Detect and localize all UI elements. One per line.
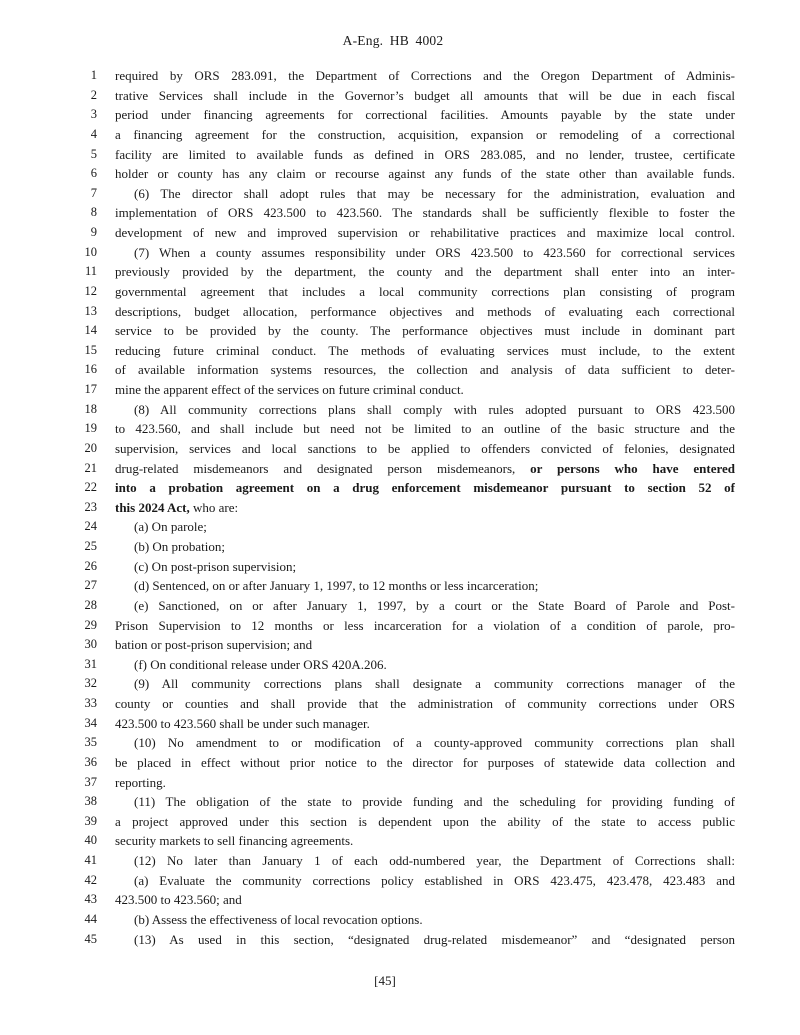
line-text	[115, 733, 735, 753]
page-title: A-Eng. HB 4002	[342, 33, 444, 48]
text-line	[0, 694, 735, 714]
line-number: 14	[84, 323, 97, 338]
text-segment: (7) When a county assumes responsibility under ORS 423.500 to 423.560 for correctional services	[134, 244, 735, 260]
text-line	[0, 596, 735, 616]
text-line	[0, 792, 735, 812]
line-number: 38	[84, 794, 97, 809]
line-number: 21	[84, 460, 97, 475]
text-line	[0, 400, 735, 420]
line-text	[115, 890, 735, 910]
text-line	[0, 576, 735, 596]
line-text	[115, 419, 735, 439]
text-line	[0, 812, 735, 832]
text-segment: drug-related misdemeanors and designated person misdemeanors,	[115, 460, 531, 476]
line-number: 39	[84, 813, 97, 828]
line-number: 32	[84, 676, 97, 691]
line-number: 27	[84, 578, 97, 593]
text-segment: (8) All community corrections plans shall comply with rules adopted pursuant to ORS 423.500	[134, 401, 735, 417]
line-text	[115, 714, 735, 734]
line-number: 10	[84, 244, 97, 259]
line-text	[115, 576, 735, 596]
text-segment: be placed in effect without prior notice to the director for purposes of statewide data collection and	[115, 754, 735, 770]
line-number: 16	[84, 362, 97, 377]
text-segment: who are:	[189, 499, 239, 515]
line-number: 19	[84, 421, 97, 436]
line-number: 11	[84, 264, 97, 279]
line-number: 29	[84, 617, 97, 632]
line-text	[115, 360, 735, 380]
line-number: 41	[84, 853, 97, 867]
line-number: 31	[84, 656, 97, 671]
line-text	[115, 439, 735, 459]
line-text	[115, 694, 735, 714]
text-line	[0, 105, 735, 125]
text-segment: (13) As used in this section, “designated drug-related misdemeanor” and “designated person	[134, 931, 735, 947]
text-segment: (a) Evaluate the community corrections policy established in ORS 423.475, 423.478, 423.483 and	[134, 872, 735, 888]
page-number: [45]	[374, 973, 396, 988]
text-segment: period under financing agreements for correctional facilities. Amounts payable by the state under	[115, 107, 735, 123]
line-text	[115, 459, 735, 479]
line-number: 22	[84, 480, 97, 495]
line-text	[115, 105, 735, 125]
text-line	[0, 360, 735, 380]
bold-text-segment: this 2024 Act,	[115, 499, 190, 515]
line-number: 25	[84, 539, 97, 553]
line-number: 36	[84, 754, 97, 769]
text-line	[0, 380, 735, 400]
text-line	[0, 498, 735, 518]
text-segment: supervision, services and local sanctions to be applied to offenders convicted of felonies, designated	[115, 440, 735, 456]
line-text	[115, 635, 735, 655]
line-number: 12	[84, 283, 97, 298]
text-segment: development of new and improved supervision or rehabilitative practices and maximize local control.	[115, 225, 735, 240]
bold-text-segment: into a probation agreement on a drug enforcement misdemeanor pursuant to section 52 of	[115, 480, 735, 496]
text-line	[0, 439, 735, 459]
line-text	[115, 66, 735, 86]
text-line	[0, 655, 735, 675]
line-text	[115, 184, 735, 204]
line-number: 23	[84, 499, 97, 514]
line-number: 26	[84, 558, 97, 573]
text-segment: mine the apparent effect of the services on future criminal conduct.	[115, 382, 464, 397]
line-number: 37	[84, 774, 97, 789]
text-line	[0, 66, 735, 86]
text-segment: required by ORS 283.091, the Department of Corrections and the Oregon Department of Adminis-	[115, 68, 735, 83]
line-number: 13	[84, 303, 97, 318]
line-number: 7	[90, 185, 97, 200]
line-text	[115, 930, 735, 950]
text-line	[0, 321, 735, 341]
line-number: 35	[84, 735, 97, 750]
line-text	[115, 537, 735, 557]
text-line	[0, 262, 735, 282]
line-text	[115, 498, 735, 518]
text-segment: (b) On probation;	[134, 539, 225, 554]
text-segment: trative Services shall include in the Governor’s budget all amounts that will be due in each fiscal	[115, 87, 735, 103]
text-line	[0, 125, 735, 145]
text-line	[0, 537, 735, 557]
line-text	[115, 655, 735, 675]
line-text	[115, 871, 735, 891]
text-segment: Prison Supervision to 12 months or less incarceration for a violation of a condition of parole, pro-	[115, 617, 735, 633]
line-text	[115, 773, 735, 793]
text-line	[0, 557, 735, 577]
text-line	[0, 635, 735, 655]
text-line	[0, 674, 735, 694]
line-text	[115, 596, 735, 616]
line-number: 3	[90, 107, 97, 122]
line-text	[115, 831, 735, 851]
text-line	[0, 910, 735, 930]
text-segment: of available information systems resources, the collection and analysis of data sufficient to deter-	[115, 362, 735, 378]
line-number: 24	[84, 519, 97, 534]
text-line	[0, 773, 735, 793]
text-line	[0, 419, 735, 439]
text-line	[0, 341, 735, 361]
text-segment: (a) On parole;	[134, 519, 207, 535]
text-segment: facility are limited to available funds as defined in ORS 283.085, and no lender, trustee, certificate	[115, 146, 735, 162]
text-segment: (11) The obligation of the state to provide funding and the scheduling for providing funding of	[134, 794, 735, 810]
text-segment: (e) Sanctioned, on or after January 1, 1997, by a court or the State Board of Parole and Post-	[134, 597, 735, 613]
line-text	[115, 86, 735, 106]
text-segment: (9) All community corrections plans shall designate a community corrections manager of the	[134, 676, 735, 692]
line-number: 9	[90, 225, 97, 239]
line-text	[115, 851, 735, 871]
text-line	[0, 145, 735, 165]
text-segment: 423.500 to 423.560; and	[115, 892, 242, 908]
line-number: 28	[84, 597, 97, 612]
text-line	[0, 282, 735, 302]
text-segment: (c) On post-prison supervision;	[134, 558, 297, 574]
line-text	[115, 282, 735, 302]
line-number: 4	[90, 126, 97, 141]
text-line	[0, 733, 735, 753]
text-lines	[0, 66, 735, 949]
text-segment: (6) The director shall adopt rules that may be necessary for the administration, evaluation and	[134, 185, 735, 201]
line-number: 6	[90, 166, 97, 181]
text-segment: (b) Assess the effectiveness of local revocation options.	[134, 911, 423, 927]
line-text	[115, 321, 735, 341]
line-number: 15	[84, 342, 97, 357]
line-number: 44	[84, 911, 97, 926]
line-text	[115, 223, 735, 243]
text-segment: (10) No amendment to or modification of a county-approved community corrections plan shall	[134, 735, 735, 751]
text-line	[0, 831, 735, 851]
line-text	[115, 557, 735, 577]
text-line	[0, 223, 735, 243]
line-text	[115, 616, 735, 636]
line-number: 18	[84, 401, 97, 416]
line-text	[115, 203, 735, 223]
text-segment: (d) Sentenced, on or after January 1, 1997, to 12 months or less incarceration;	[134, 578, 539, 594]
text-line	[0, 243, 735, 263]
text-segment: a project approved under this section is dependent upon the ability of the state to access public	[115, 813, 735, 829]
text-line	[0, 517, 735, 537]
line-text	[115, 753, 735, 773]
text-segment: security markets to sell financing agreements.	[115, 833, 354, 849]
line-number: 17	[84, 382, 97, 396]
line-text	[115, 812, 735, 832]
text-segment: county or counties and shall provide that the administration of community corrections under ORS	[115, 696, 735, 711]
line-text	[115, 125, 735, 145]
line-number: 1	[90, 68, 97, 82]
text-line	[0, 302, 735, 322]
text-segment: previously provided by the department, the county and the department shall enter into an inter-	[115, 264, 735, 280]
text-segment: 423.500 to 423.560 shall be under such manager.	[115, 715, 370, 731]
text-segment: reducing future criminal conduct. The methods of evaluating services must include, to the extent	[115, 342, 735, 358]
line-text	[115, 517, 735, 537]
line-text	[115, 674, 735, 694]
text-line	[0, 714, 735, 734]
line-text	[115, 792, 735, 812]
line-text	[115, 910, 735, 930]
line-number: 5	[90, 146, 97, 161]
text-segment: service to be provided by the county. The performance objectives must include in dominant part	[115, 323, 735, 339]
line-number: 45	[84, 931, 97, 946]
line-number: 42	[84, 872, 97, 887]
text-line	[0, 753, 735, 773]
text-line	[0, 871, 735, 891]
line-text	[115, 243, 735, 263]
text-line	[0, 459, 735, 479]
text-segment: (12) No later than January 1 of each odd-numbered year, the Department of Corrections shall:	[134, 853, 735, 868]
line-number: 43	[84, 892, 97, 907]
text-line	[0, 86, 735, 106]
text-line	[0, 890, 735, 910]
text-line	[0, 164, 735, 184]
line-number: 33	[84, 696, 97, 710]
text-segment: holder or county has any claim or recourse against any funds of the state other than available funds.	[115, 166, 735, 182]
line-text	[115, 302, 735, 322]
text-segment: governmental agreement that includes a local community corrections plan consisting of program	[115, 283, 735, 299]
bold-text-segment: or persons who have entered	[530, 460, 735, 476]
text-segment: reporting.	[115, 774, 166, 790]
line-text	[115, 380, 735, 400]
text-segment: a financing agreement for the construction, acquisition, expansion or remodeling of a correctional	[115, 126, 735, 142]
line-text	[115, 341, 735, 361]
text-segment: bation or post-prison supervision; and	[115, 637, 313, 653]
text-segment: descriptions, budget allocation, performance objectives and methods of evaluating each correctional	[115, 303, 735, 319]
line-number: 20	[84, 440, 97, 455]
text-line	[0, 930, 735, 950]
line-number: 40	[84, 833, 97, 848]
text-segment: (f) On conditional release under ORS 420A.206.	[134, 656, 387, 672]
line-text	[115, 478, 735, 498]
text-line	[0, 203, 735, 223]
text-line	[0, 478, 735, 498]
line-text	[115, 164, 735, 184]
line-number: 34	[84, 715, 97, 730]
text-segment: to 423.560, and shall include but need not be limited to an outline of the basic structure and the	[115, 421, 735, 437]
text-line	[0, 184, 735, 204]
text-line	[0, 851, 735, 871]
text-line	[0, 616, 735, 636]
line-number: 2	[90, 87, 97, 102]
line-number: 30	[84, 637, 97, 652]
line-text	[115, 400, 735, 420]
line-text	[115, 145, 735, 165]
line-text	[115, 262, 735, 282]
text-segment: implementation of ORS 423.500 to 423.560. The standards shall be sufficiently flexible to foster the	[115, 205, 735, 221]
line-number: 8	[90, 205, 97, 220]
